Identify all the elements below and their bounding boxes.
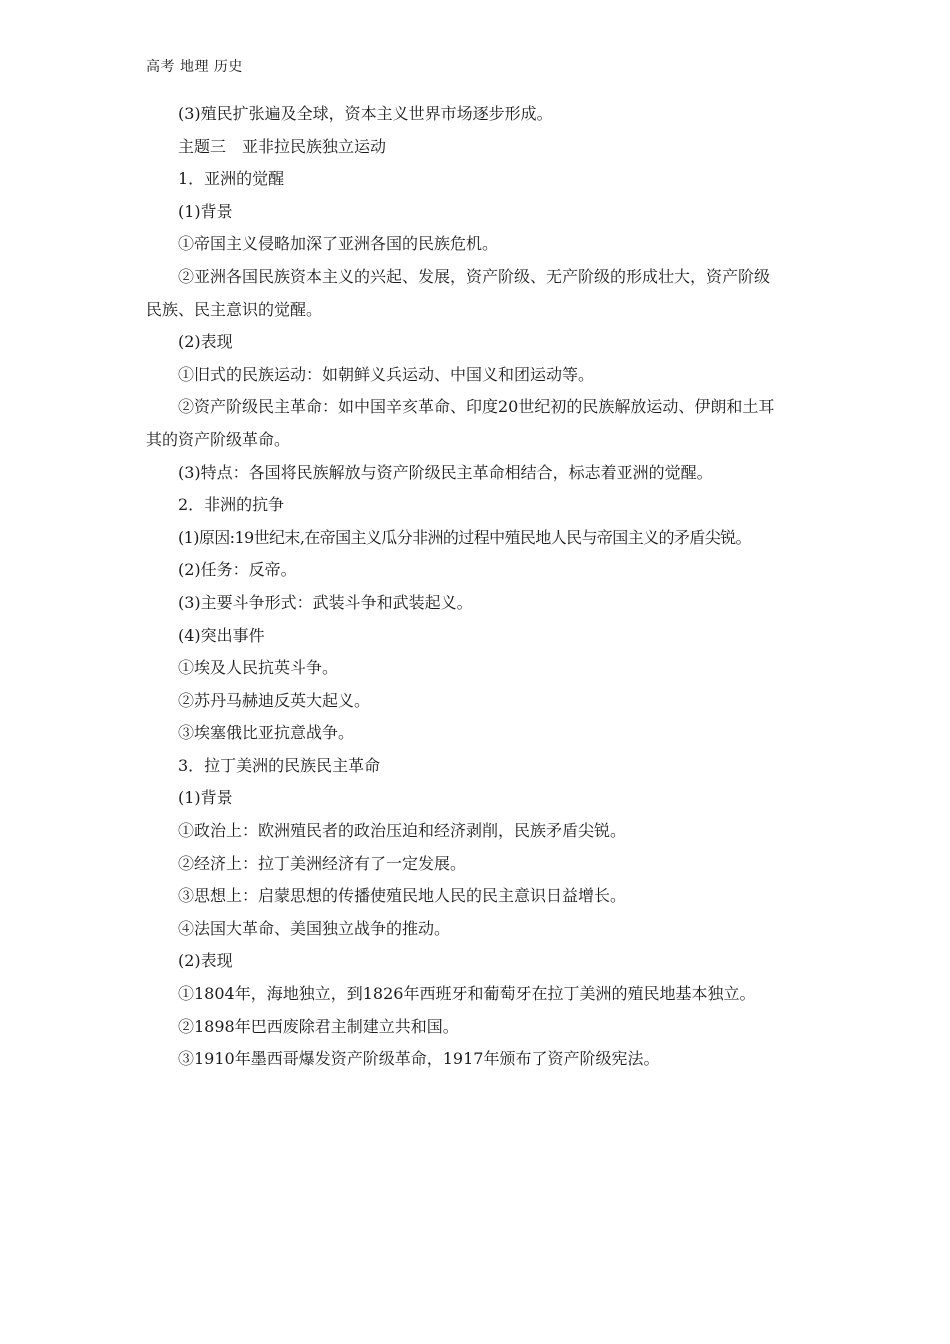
subsection-heading: 3．拉丁美洲的民族民主革命: [178, 755, 381, 775]
subsection-heading: 1．亚洲的觉醒: [178, 169, 285, 189]
page-header: 高考 地理 历史: [146, 59, 243, 75]
subsection-heading: 2．非洲的抗争: [178, 495, 285, 515]
paragraph: ①帝国主义侵略加深了亚洲各国的民族危机。: [178, 234, 499, 254]
paragraph: ①埃及人民抗英斗争。: [178, 658, 339, 678]
paragraph: ①政治上：欧洲殖民者的政治压迫和经济剥削，民族矛盾尖锐。: [178, 821, 627, 841]
paragraph: ②亚洲各国民族资本主义的兴起、发展，资产阶级、无产阶级的形成壮大，资产阶级: [178, 266, 771, 286]
paragraph-continuation: 其的资产阶级革命。: [146, 429, 291, 449]
paragraph: ②1898年巴西废除君主制建立共和国。: [178, 1016, 459, 1036]
paragraph: ③1910年墨西哥爆发资产阶级革命，1917年颁布了资产阶级宪法。: [178, 1049, 660, 1069]
paragraph: ②苏丹马赫迪反英大起义。: [178, 690, 371, 710]
paragraph: (1)背景: [178, 201, 233, 221]
paragraph: (3)殖民扩张遍及全球，资本主义世界市场逐步形成。: [178, 104, 553, 123]
paragraph: (2)表现: [178, 332, 233, 352]
paragraph: (2)表现: [178, 951, 233, 971]
paragraph: ③思想上：启蒙思想的传播使殖民地人民的民主意识日益增长。: [178, 886, 627, 906]
paragraph: (1)原因:19世纪末,在帝国主义瓜分非洲的过程中殖民地人民与帝国主义的矛盾尖锐。: [178, 527, 751, 547]
paragraph: ①1804年，海地独立，到1826年西班牙和葡萄牙在拉丁美洲的殖民地基本独立。: [178, 984, 756, 1004]
paragraph: ②资产阶级民主革命：如中国辛亥革命、印度20世纪初的民族解放运动、伊朗和土耳: [178, 397, 775, 417]
paragraph: (3)主要斗争形式：武装斗争和武装起义。: [178, 592, 473, 612]
paragraph: (1)背景: [178, 788, 233, 808]
paragraph: ④法国大革命、美国独立战争的推动。: [178, 918, 451, 938]
section-heading: 主题三 亚非拉民族独立运动: [178, 136, 387, 156]
paragraph: ②经济上：拉丁美洲经济有了一定发展。: [178, 853, 467, 873]
paragraph: ③埃塞俄比亚抗意战争。: [178, 723, 355, 743]
paragraph: ①旧式的民族运动：如朝鲜义兵运动、中国义和团运动等。: [178, 364, 595, 384]
document-body: [146, 98, 814, 1076]
paragraph: (3)特点：各国将民族解放与资产阶级民主革命相结合，标志着亚洲的觉醒。: [178, 462, 713, 482]
paragraph: (2)任务：反帝。: [178, 560, 297, 580]
paragraph: (4)突出事件: [178, 625, 265, 645]
paragraph-continuation: 民族、民主意识的觉醒。: [146, 299, 323, 319]
